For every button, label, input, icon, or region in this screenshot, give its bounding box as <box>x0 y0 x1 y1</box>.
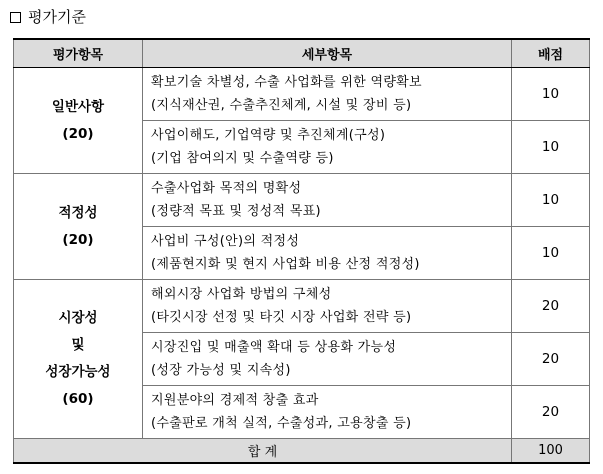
category-points: (20) <box>62 231 94 248</box>
total-score: 100 <box>512 439 590 464</box>
score-cell: 20 <box>512 386 590 439</box>
detail-subline: (타깃시장 선정 및 타깃 시장 사업화 전략 등) <box>151 310 412 325</box>
category-label: 적정성 <box>58 204 98 221</box>
detail-line: 확보기술 차별성, 수출 사업화를 위한 역량확보 <box>151 75 422 90</box>
category-label: 일반사항 <box>51 98 105 115</box>
category-cell <box>14 280 143 439</box>
table-row <box>14 280 590 333</box>
detail-cell <box>143 174 512 227</box>
detail-subline: (수출판로 개척 실적, 수출성과, 고용창출 등) <box>151 416 412 431</box>
score-cell: 20 <box>512 280 590 333</box>
table-header-row <box>14 39 590 68</box>
category-cell <box>14 174 143 280</box>
detail-line: 시장진입 및 매출액 확대 등 상용화 가능성 <box>151 340 397 355</box>
detail-subline: (성장 가능성 및 지속성) <box>151 363 291 378</box>
section-heading <box>10 6 86 28</box>
detail-line: 사업비 구성(안)의 적정성 <box>151 234 300 249</box>
detail-subline: (제품현지화 및 현지 사업화 비용 산정 적정성) <box>151 257 420 272</box>
header-score: 배점 <box>512 39 590 68</box>
detail-cell <box>143 386 512 439</box>
detail-line: 지원분야의 경제적 창출 효과 <box>151 393 319 408</box>
detail-cell <box>143 333 512 386</box>
score-cell: 10 <box>512 227 590 280</box>
score-cell: 20 <box>512 333 590 386</box>
category-points: (60) <box>62 391 94 407</box>
table-row <box>14 174 590 227</box>
score-cell: 10 <box>512 121 590 174</box>
total-label: 합 계 <box>14 439 512 464</box>
checkbox-square-icon <box>10 12 21 23</box>
table-row <box>14 68 590 121</box>
detail-subline: (정량적 목표 및 정성적 목표) <box>151 204 321 219</box>
total-row <box>14 439 590 464</box>
section-title: 평가기준 <box>28 8 86 26</box>
category-label: 시장성 <box>58 310 98 326</box>
detail-subline: (지식재산권, 수출추진체계, 시설 및 장비 등) <box>151 98 412 113</box>
detail-cell <box>143 121 512 174</box>
detail-cell <box>143 68 512 121</box>
detail-line: 사업이해도, 기업역량 및 추진체계(구성) <box>151 128 386 143</box>
detail-line: 수출사업화 목적의 명확성 <box>151 181 302 196</box>
detail-line: 해외시장 사업화 방법의 구체성 <box>151 287 332 302</box>
score-cell: 10 <box>512 68 590 121</box>
category-connector: 및 <box>71 337 85 353</box>
category-points: (20) <box>62 125 94 142</box>
header-detail: 세부항목 <box>143 39 512 68</box>
header-category: 평가항목 <box>14 39 143 68</box>
detail-subline: (기업 참여의지 및 수출역량 등) <box>151 151 334 166</box>
evaluation-criteria-table <box>13 38 590 464</box>
score-cell: 10 <box>512 174 590 227</box>
detail-cell <box>143 280 512 333</box>
detail-cell <box>143 227 512 280</box>
category-cell <box>14 68 143 174</box>
category-label-2: 성장가능성 <box>45 364 111 380</box>
